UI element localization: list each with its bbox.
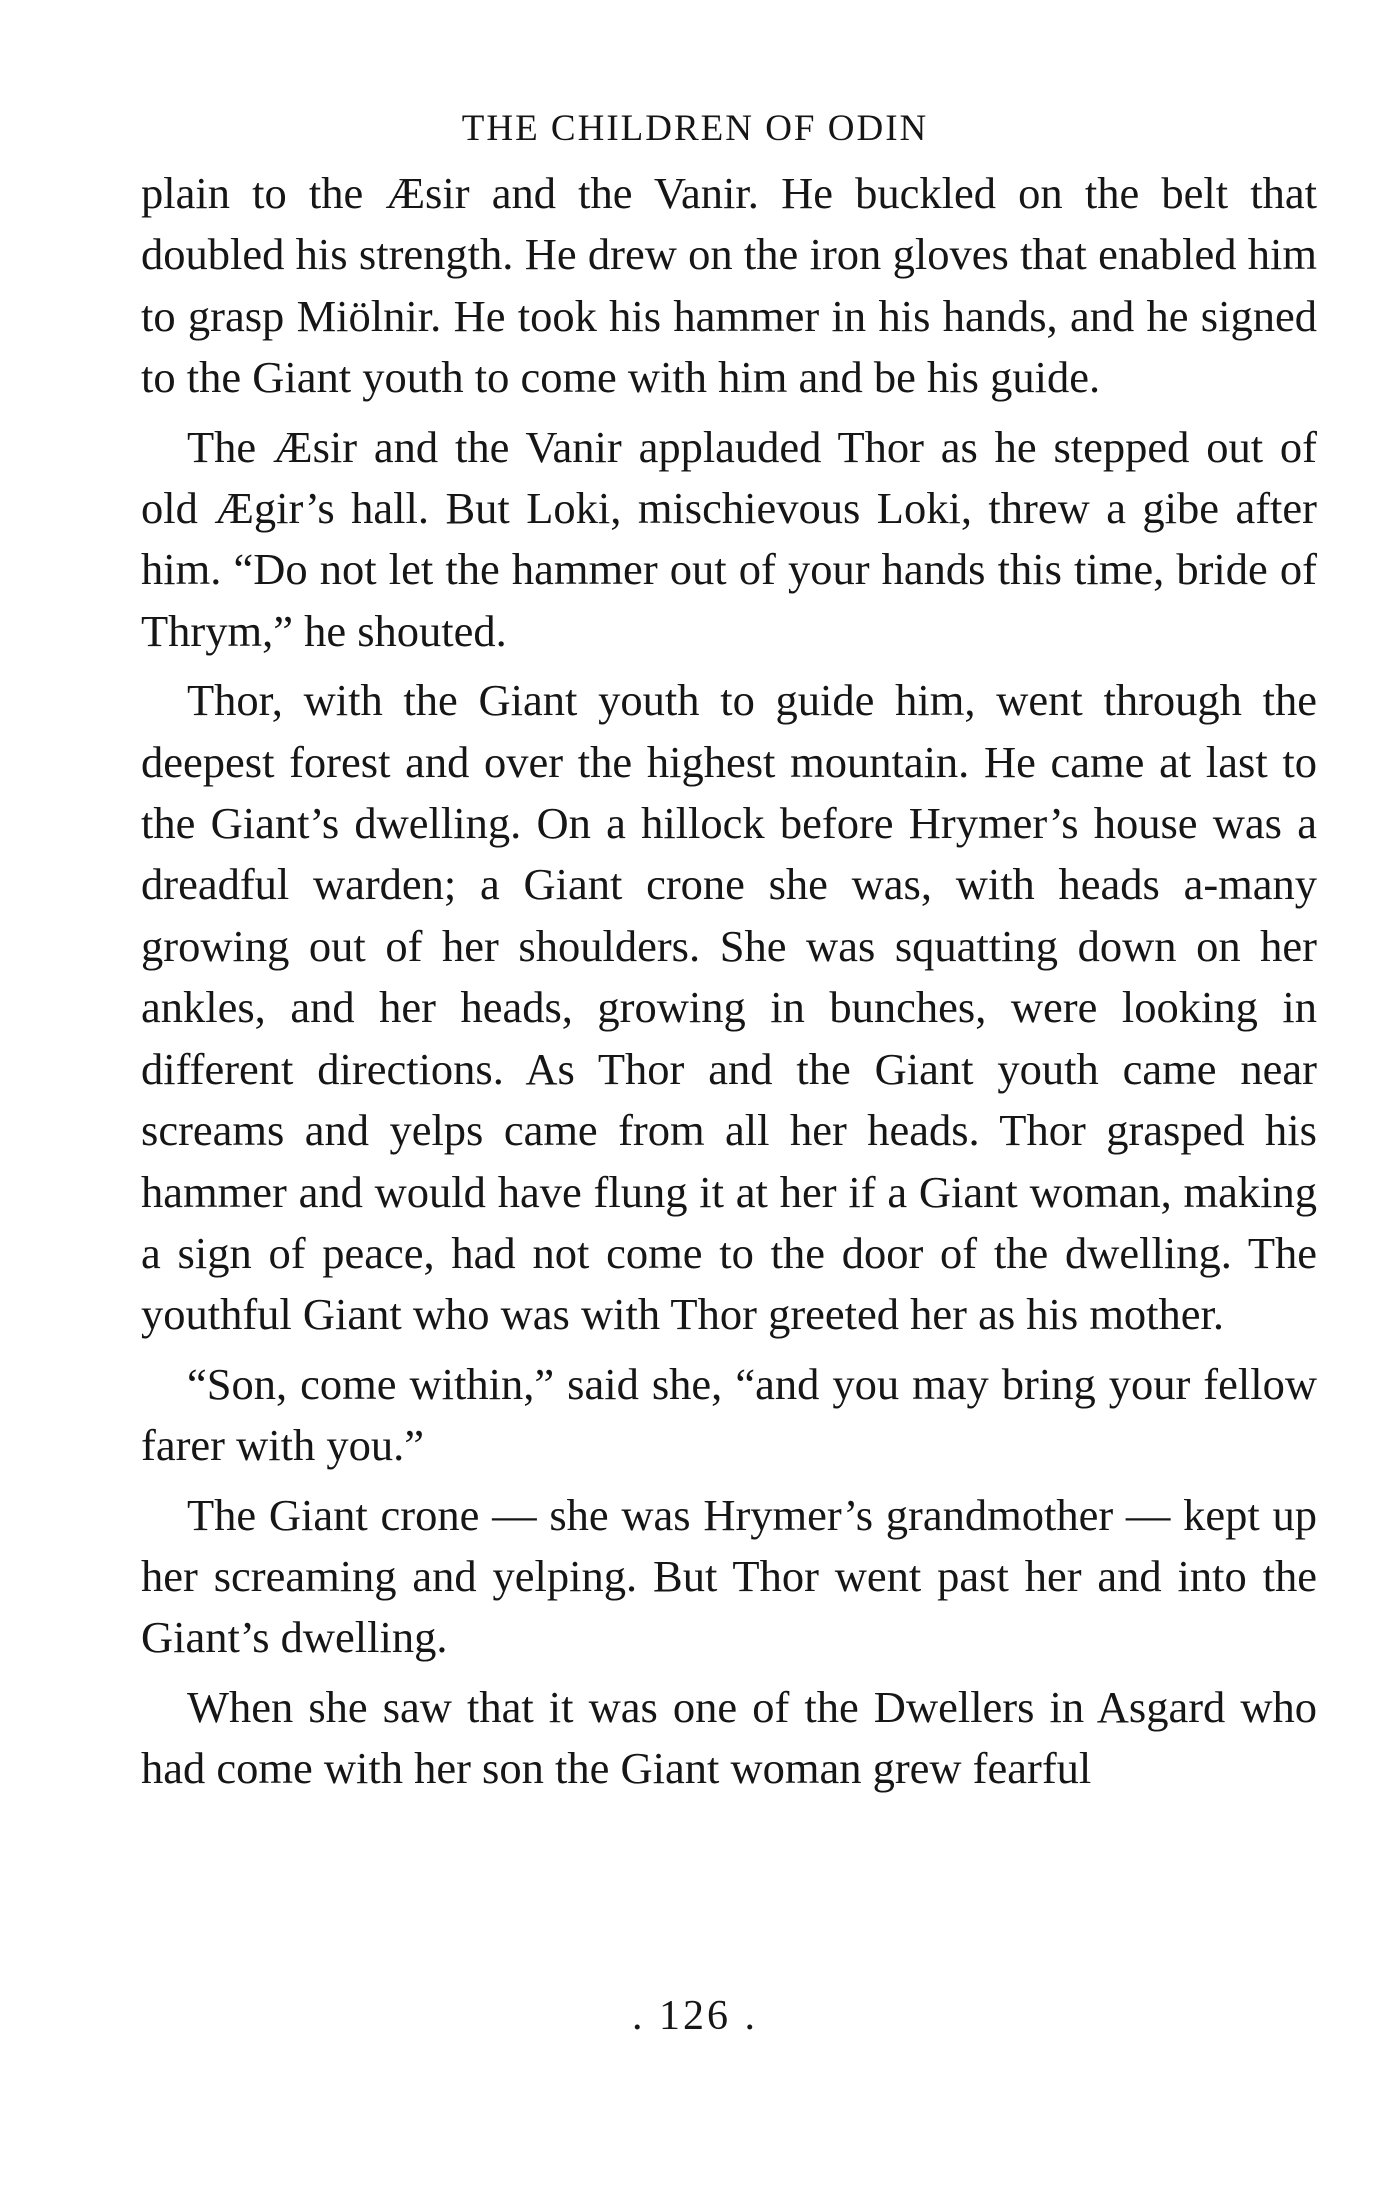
paragraph-5: The Giant crone — she was Hrymer’s grandmother — kept up her screaming and yelping. But Thor went past her and into the Giant’s dwelling. xyxy=(141,1489,1317,1663)
paragraph-2: The Æsir and the Vanir applauded Thor as he stepped out of old Ægir’s hall. But Loki, mischievous Loki, threw a gibe after him. “Do not let the hammer out of your hands this time, bride of Thrym,” he shouted. xyxy=(141,421,1317,656)
page-number: . 126 . xyxy=(632,1993,758,2039)
body-text xyxy=(141,163,1317,1808)
paragraph-1: plain to the Æsir and the Vanir. He buckled on the belt that doubled his strength. He drew on the iron gloves that enabled him to grasp Miölnir. He took his hammer in his hands, and he signed to the Giant youth to come with him and be his guide. xyxy=(141,168,1317,403)
paragraph-3: Thor, with the Giant youth to guide him, went through the deepest forest and over the highest mountain. He came at last to the Giant’s dwelling. On a hillock before Hrymer’s house was a dreadful warden; a Giant crone she was, with heads a-many growing out of her shoulders. She was squatting down on her ankles, and her heads, growing in bunches, were looking in different directions. As Thor and the Giant youth came near screams and yelps came from all her heads. Thor grasped his hammer and would have flung it at her if a Giant woman, making a sign of peace, had not come to the door of the dwelling. The youthful Giant who was with Thor greeted her as his mother. xyxy=(141,675,1317,1340)
paragraph-6: When she saw that it was one of the Dwellers in Asgard who had come with her son the Giant woman grew fearful xyxy=(141,1681,1317,1794)
running-head: THE CHILDREN OF ODIN xyxy=(461,108,929,149)
paragraph-4: “Son, come within,” said she, “and you may bring your fellow farer with you.” xyxy=(141,1358,1317,1471)
